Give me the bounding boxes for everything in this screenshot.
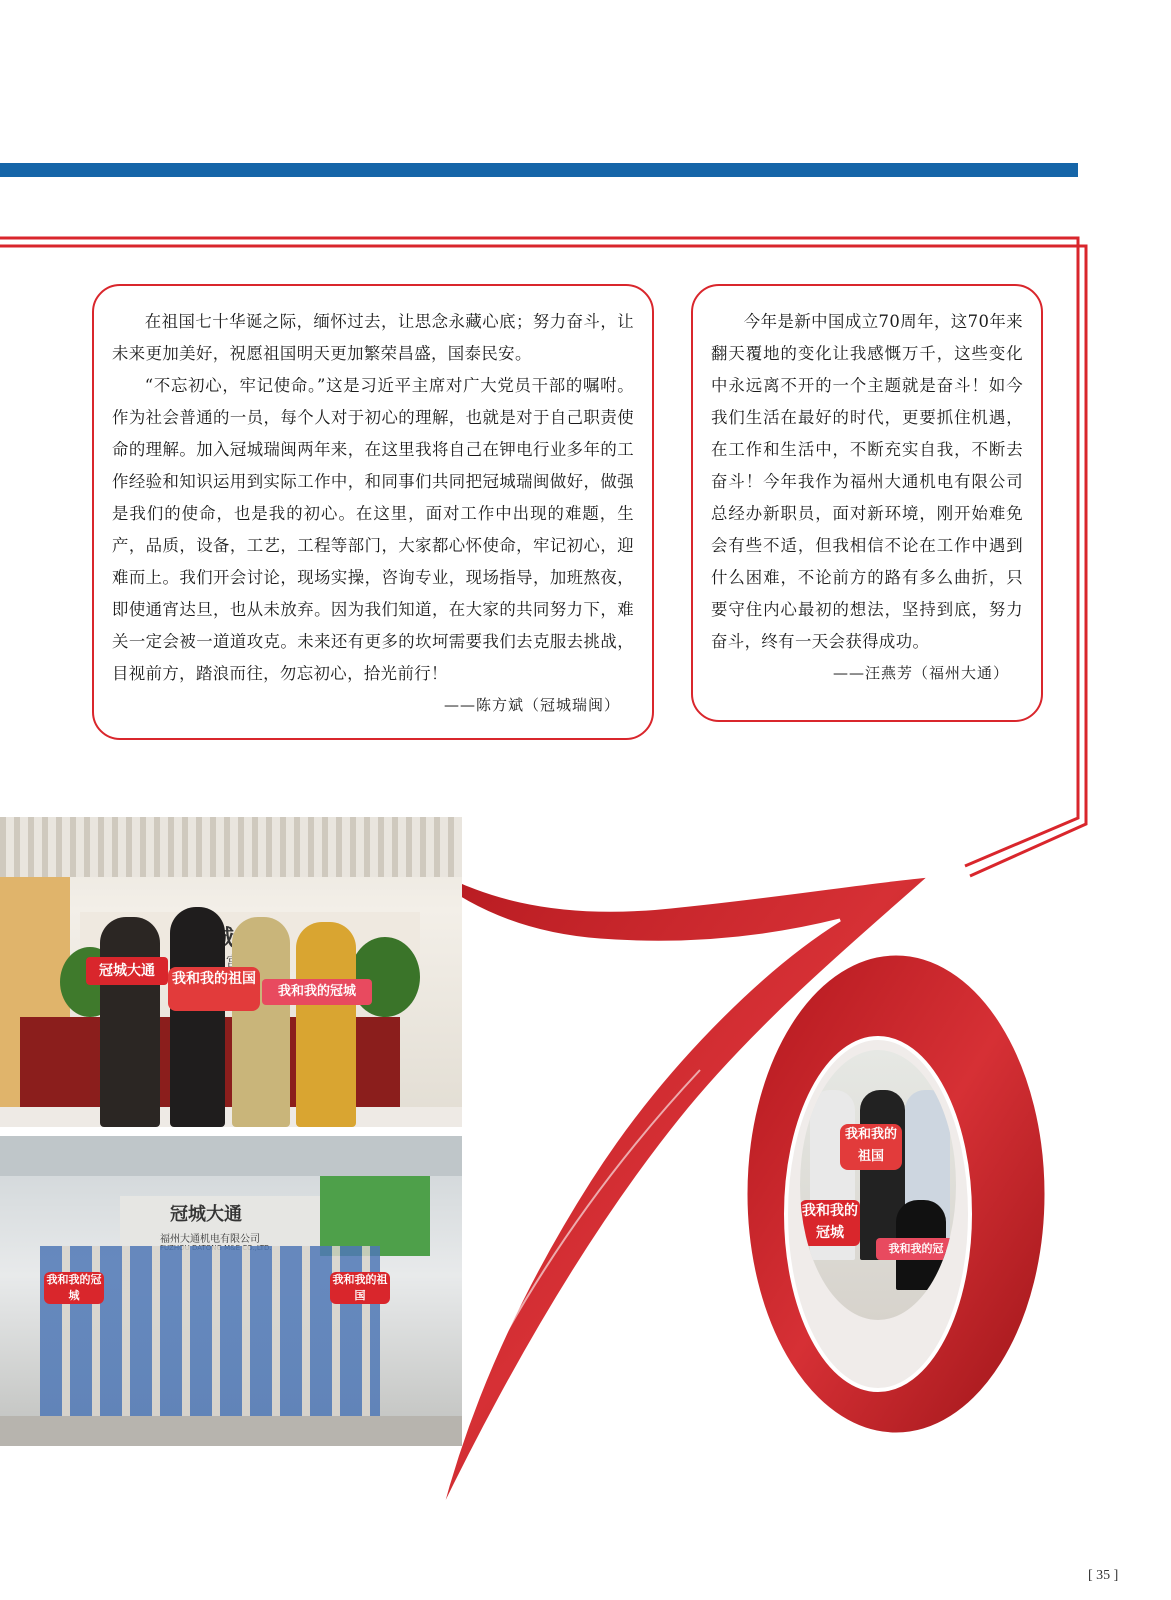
prop-sign-4: 我和我的冠城 <box>44 1272 104 1304</box>
page-number-value: 35 <box>1096 1568 1111 1583</box>
prop-sign-3: 我和我的冠城 <box>262 979 372 1005</box>
prop-sign-2: 我和我的祖国 <box>168 967 260 1011</box>
prop-sign-7: 我和我的冠城 <box>800 1200 860 1246</box>
prop-sign-6: 我和我的祖国 <box>840 1124 902 1170</box>
prop-sign-5: 我和我的祖国 <box>330 1272 390 1304</box>
prop-sign-1: 冠城大通 <box>86 957 168 985</box>
testimonial-card-right <box>691 284 1043 722</box>
card-left-paragraph-2: “不忘初心，牢记使命。”这是习近平主席对广大党员干部的嘱咐。作为社会普通的一员，每个人对于初心的理解，也就是对于自己职责使命的理解。加入冠城瑞闽两年来，在这里我将自己在钾电行业多年的工作经验和知识运用到实际工作中，和同事们共同把冠城瑞闽做好，做强是我们的使命，也是我的初心。在这里，面对工作中出现的难题，生产，品质，设备，工艺，工程等部门，大家都心怀使命，牢记初心，迎难而上。我们开会讨论，现场实操，咨询专业，现场指导，加班熬夜，即使通宵达旦，也从未放弃。因为我们知道，在大家的共同努力下，难关一定会被一道道攻克。未来还有更多的坎坷需要我们去克服去挑战，目视前方，踏浪而往，勿忘初心，拾光前行！ <box>112 376 634 683</box>
card-left-paragraph-1: 在祖国七十华诞之际，缅怀过去，让思念永藏心底；努力奋斗，让未来更加美好，祝愿祖国明天更加繁荣昌盛，国泰民安。 <box>112 312 634 363</box>
photo-reception-group <box>0 817 462 1127</box>
testimonial-card-left <box>92 284 654 740</box>
photo-lobby-group <box>0 1136 462 1446</box>
wall-logo-2: 冠城大通 <box>170 1204 242 1225</box>
photo-in-zero <box>800 1050 956 1320</box>
card-right-paragraph-1: 今年是新中国成立70周年，这70年来翻天覆地的变化让我感慨万千，这些变化中永远离不开的一个主题就是奋斗！如今我们生活在最好的时代，更要抓住机遇，在工作和生活中，不断充实自我，不断去奋斗！今年我作为福州大通机电有限公司总经办新职员，面对新环境，刚开始难免会有些不适，但我相信不论在工作中遇到什么困难，不论前方的路有多么曲折，只要守住内心最初的想法，坚持到底，努力奋斗，终有一天会获得成功。 <box>711 312 1023 651</box>
card-right-signature: ——汪燕芳（福州大通） <box>832 664 1009 682</box>
card-left-signature: ——陈方斌（冠城瑞闽） <box>443 696 620 714</box>
wall-sub-2: 福州大通机电有限公司 <box>160 1234 260 1245</box>
page-number: [ 35 ] <box>1088 1568 1119 1583</box>
prop-sign-8: 我和我的冠 <box>876 1238 956 1260</box>
